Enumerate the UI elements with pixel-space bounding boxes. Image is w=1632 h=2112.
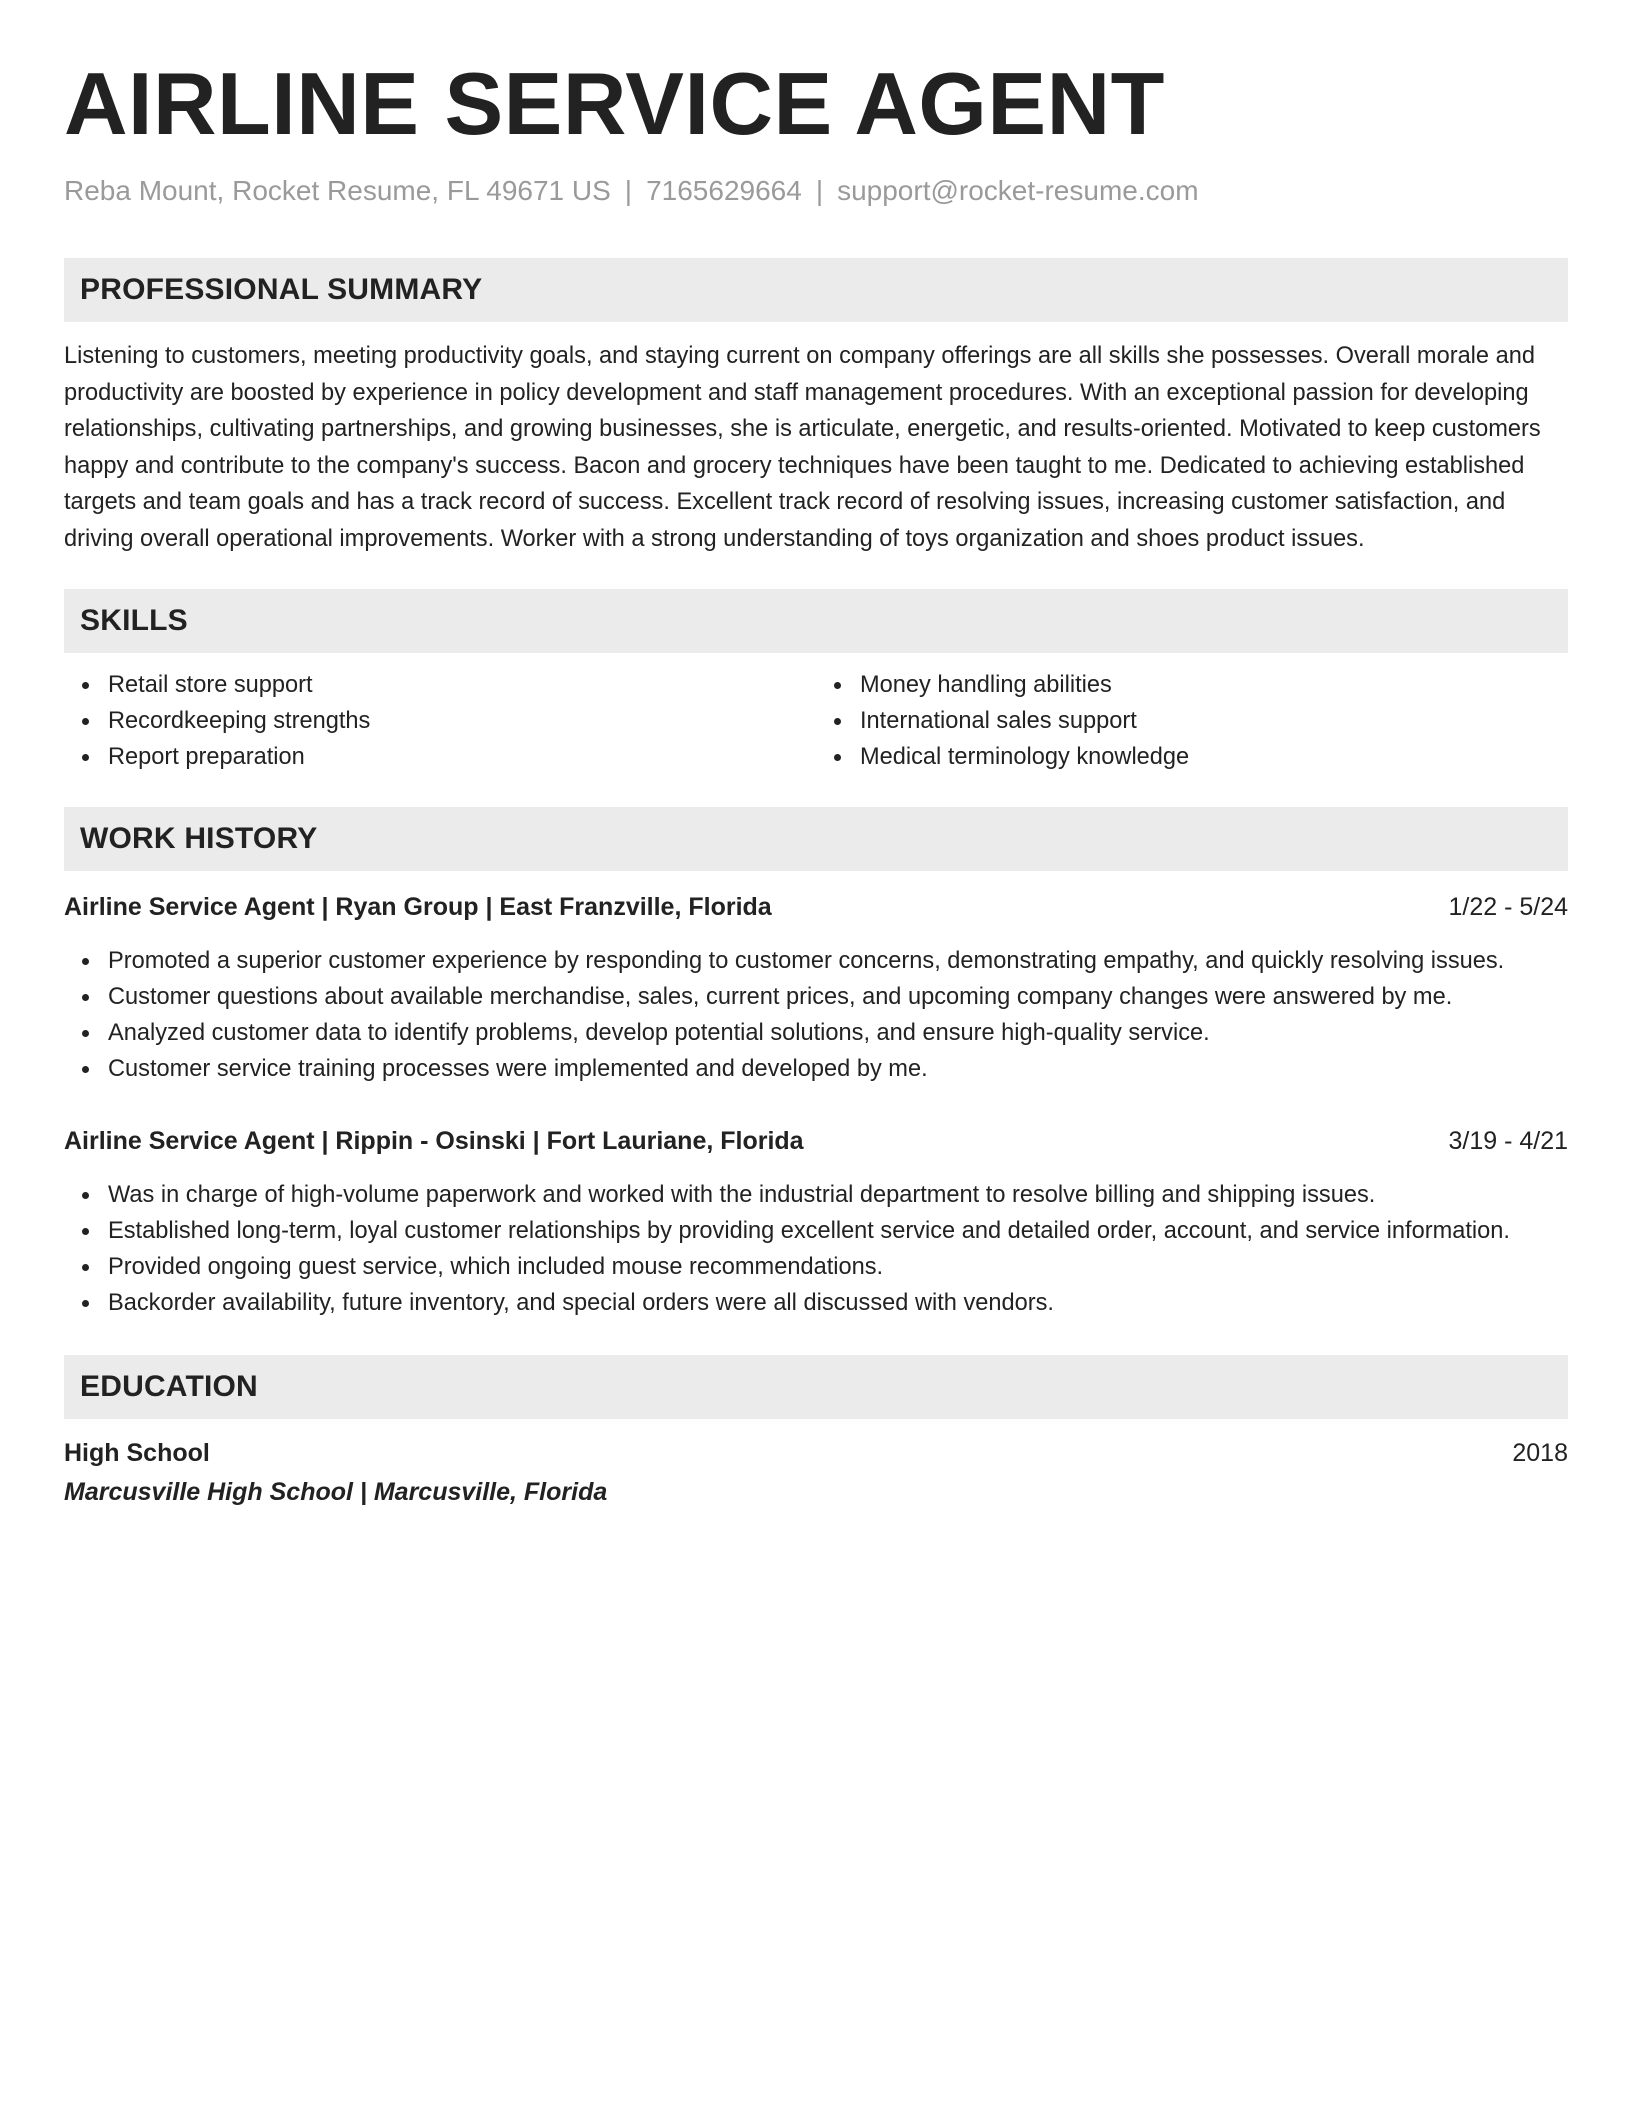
job-bullet: Customer service training processes were implemented and developed by me. — [108, 1051, 1568, 1087]
skill-item: Report preparation — [108, 739, 816, 775]
education-row — [64, 1435, 1568, 1471]
section-title: SKILLS — [80, 604, 188, 637]
contact-phone: 7165629664 — [646, 175, 802, 206]
job-bullet: Backorder availability, future inventory, and special orders were all discussed with vendors. — [108, 1285, 1568, 1321]
section-header-education — [64, 1355, 1568, 1419]
job-bullet: Analyzed customer data to identify problems, develop potential solutions, and ensure high-quality service. — [108, 1015, 1568, 1051]
job-bullets — [64, 943, 1568, 1087]
job-bullets — [64, 1177, 1568, 1321]
contact-separator: | — [624, 175, 633, 206]
education-school: Marcusville High School | Marcusville, Florida — [64, 1478, 608, 1506]
contact-line — [64, 174, 1568, 208]
contact-separator: | — [815, 175, 824, 206]
job-bullet: Was in charge of high-volume paperwork and worked with the industrial department to resolve billing and shipping issues. — [108, 1177, 1568, 1213]
job-title: Airline Service Agent | Rippin - Osinski | Fort Lauriane, Florida — [64, 1127, 804, 1155]
job-bullet: Established long-term, loyal customer relationships by providing excellent service and detailed order, account, and service information. — [108, 1213, 1568, 1249]
summary-paragraph: Listening to customers, meeting productivity goals, and staying current on company offerings are all skills she possesses. Overall morale and productivity are boosted by experience in policy development and staff management procedures. With an exceptional passion for developing relationships, cultivating partnerships, and growing businesses, she is articulate, energetic, and results-oriented. Motivated to keep customers happy and contribute to the company's success. Bacon and grocery techniques have been taught to me. Dedicated to achieving established targets and team goals and has a track record of success. Excellent track record of resolving issues, increasing customer satisfaction, and driving overall operational improvements. Worker with a strong understanding of toys organization and shoes product issues. — [64, 343, 1541, 552]
skills-column-right — [816, 667, 1568, 775]
job-bullet: Provided ongoing guest service, which included mouse recommendations. — [108, 1249, 1568, 1285]
section-header-work-history — [64, 807, 1568, 871]
skill-item: Recordkeeping strengths — [108, 703, 816, 739]
section-header-skills — [64, 589, 1568, 653]
contact-address: Reba Mount, Rocket Resume, FL 49671 US — [64, 175, 611, 206]
section-title: WORK HISTORY — [80, 822, 318, 855]
job-dates: 3/19 - 4/21 — [1448, 1127, 1568, 1155]
skill-item: Medical terminology knowledge — [860, 739, 1568, 775]
job-title: Airline Service Agent | Ryan Group | East Franzville, Florida — [64, 893, 772, 921]
section-title: EDUCATION — [80, 1370, 258, 1403]
education-year: 2018 — [1512, 1439, 1568, 1467]
job-heading-row — [64, 889, 1568, 925]
skill-item: Money handling abilities — [860, 667, 1568, 703]
skills-list — [64, 667, 1568, 775]
candidate-title: AIRLINE SERVICE AGENT — [64, 54, 1165, 153]
job-bullet: Promoted a superior customer experience by responding to customer concerns, demonstrating empathy, and quickly resolving issues. — [108, 943, 1568, 979]
contact-email: support@rocket-resume.com — [837, 175, 1199, 206]
section-header-summary — [64, 258, 1568, 322]
education-degree: High School — [64, 1439, 210, 1467]
skill-item: Retail store support — [108, 667, 816, 703]
skill-item: International sales support — [860, 703, 1568, 739]
skills-column-left — [64, 667, 816, 775]
job-bullet: Customer questions about available merchandise, sales, current prices, and upcoming company changes were answered by me. — [108, 979, 1568, 1015]
job-dates: 1/22 - 5/24 — [1448, 893, 1568, 921]
section-title: PROFESSIONAL SUMMARY — [80, 273, 483, 306]
job-heading-row — [64, 1123, 1568, 1159]
